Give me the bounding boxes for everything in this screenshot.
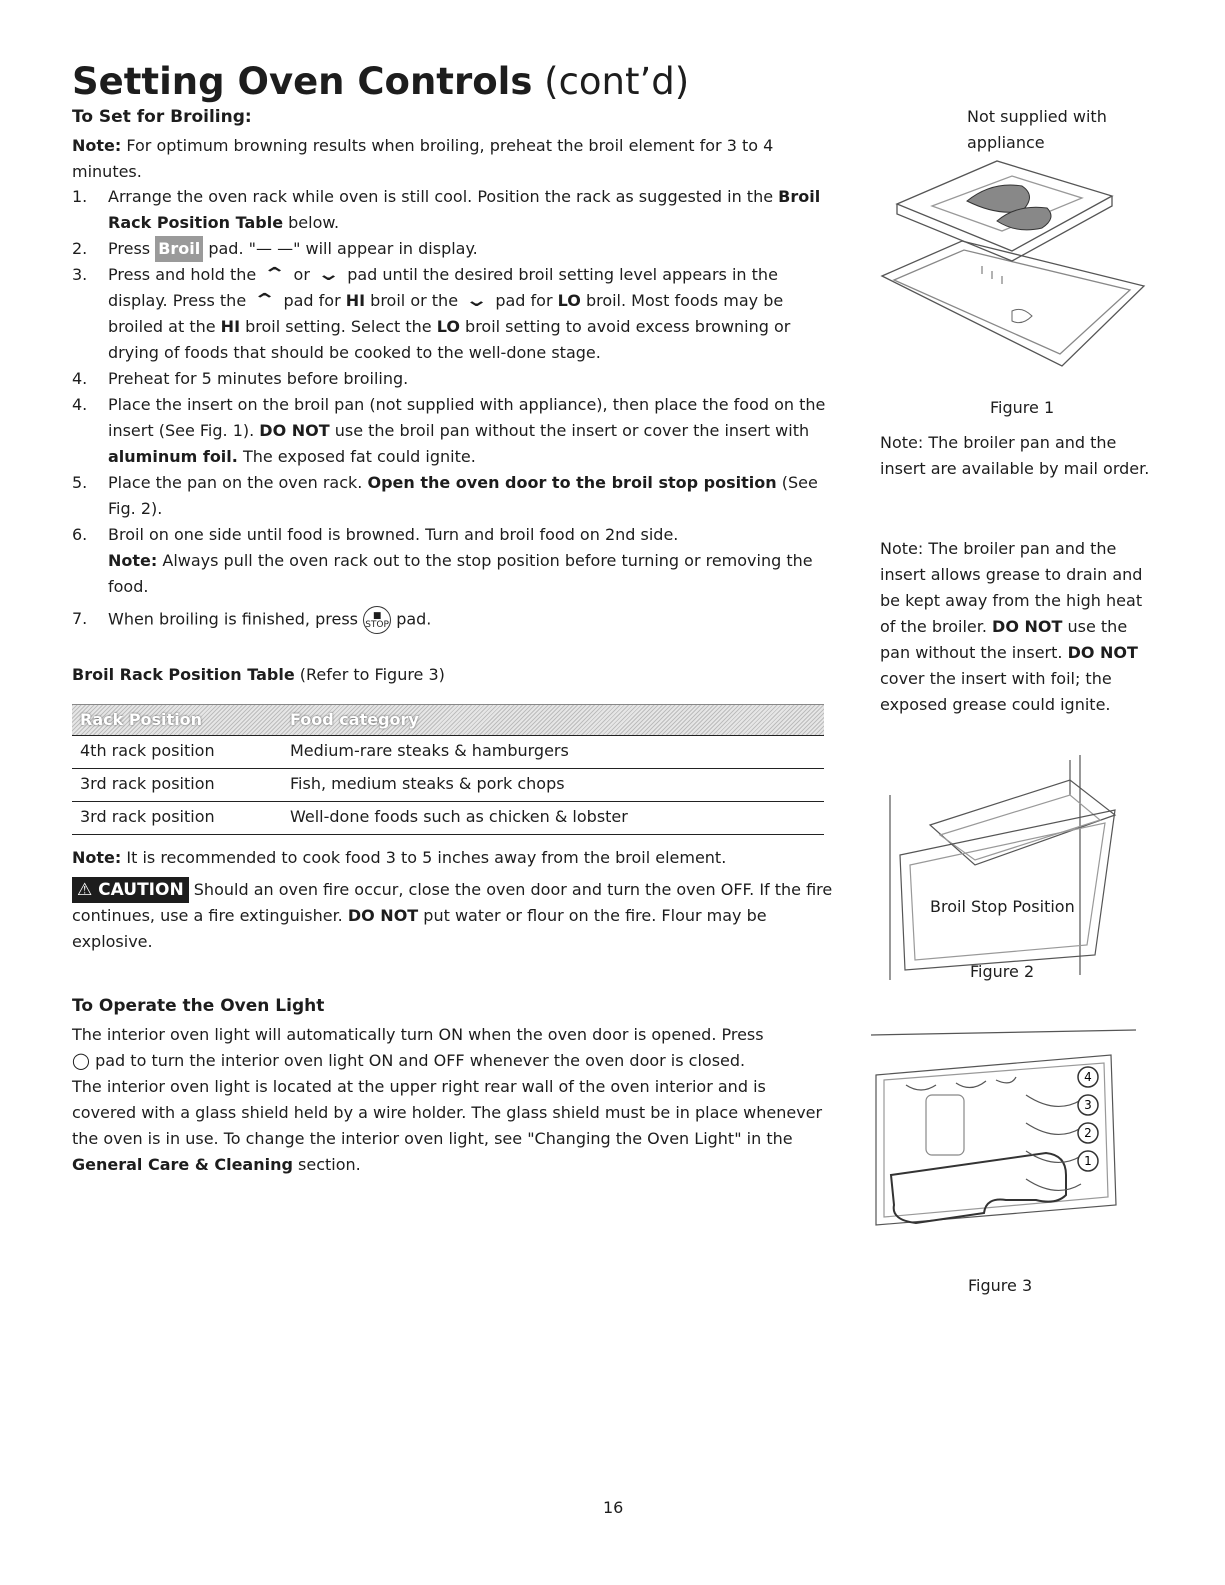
- broil-stop-label: Broil Stop Position: [930, 894, 1075, 920]
- table-cell: 3rd rack position: [80, 774, 215, 793]
- page-number: 16: [603, 1498, 624, 1517]
- table-header-rack: Rack Position: [80, 710, 203, 729]
- table-cell: 3rd rack position: [80, 807, 215, 826]
- oven-light-paragraph: The interior oven light will automatically turn ON when the oven door is opened. Press ◯ pad to turn the interior oven light ON and OFF whenever the oven door is closed. The interior oven light is located at the upper right rear wall of the oven interior and is covered with a glass shield held by a wire holder. The glass shield must be in place whenever the oven is in use. To change the interior oven light, see "Changing the Oven Light" in the General Care & Cleaning section.: [72, 1025, 823, 1174]
- step-2: 2. Press Broil pad. "— —" will appear in display.: [72, 236, 832, 262]
- step-4b: 4. Place the insert on the broil pan (not supplied with appliance), then place the food on the insert (See Fig. 1). DO NOT use the broil pan without the insert or cover the insert with aluminum foil. The exposed fat could ignite.: [72, 395, 826, 466]
- table-cell: Well-done foods such as chicken & lobster: [290, 807, 628, 826]
- table-row: [72, 769, 824, 802]
- figure-1-caption: Figure 1: [990, 398, 1055, 417]
- step-3: 3. Press and hold the ⌃ or ⌄ pad until the desired broil setting level appears in the display. Press the ⌃ pad for HI broil or the ⌄ pad for LO broil. Most foods may be broiled at the HI broil setting. Select the LO broil setting to avoid excess browning or drying of foods that should be cooked to the well-done stage.: [72, 264, 791, 362]
- step-7: 7. When broiling is finished, press ■ STOP pad.: [72, 606, 832, 634]
- broil-pad-icon: Broil: [155, 236, 203, 262]
- figure-2-caption: Figure 2: [970, 962, 1035, 981]
- up-arrow-icon: ⌃: [252, 290, 277, 311]
- grease-note: Note: The broiler pan and the insert allows grease to drain and be kept away from the high heat of the broiler. DO NOT use the pan without the insert. DO NOT cover the insert with foil; the exposed grease could ignite.: [880, 539, 1143, 714]
- not-supplied-label-2: appliance: [967, 133, 1045, 152]
- table-row: [72, 802, 824, 835]
- step-5: 5. Place the pan on the oven rack. Open the oven door to the broil stop position (See Fig. 2).: [72, 473, 818, 518]
- rack-number-1: 1: [1084, 1154, 1092, 1168]
- step-1: 1. Arrange the oven rack while oven is still cool. Position the rack as suggested in the Broil Rack Position Table below.: [72, 187, 821, 232]
- table-cell: 4th rack position: [80, 741, 215, 760]
- down-arrow-icon: ⌄: [464, 290, 489, 311]
- broiler-pan-illustration: [872, 156, 1152, 386]
- table-row: [72, 736, 824, 769]
- broil-stop-illustration: [880, 755, 1135, 980]
- table-cell: Fish, medium steaks & pork chops: [290, 774, 565, 793]
- element-distance-note: Note: It is recommended to cook food 3 to 5 inches away from the broil element.: [72, 848, 727, 867]
- page-title: Setting Oven Controls (cont’d): [72, 60, 690, 103]
- table-cell: Medium-rare steaks & hamburgers: [290, 741, 569, 760]
- oven-light-heading: To Operate the Oven Light: [72, 996, 325, 1016]
- rack-number-2: 2: [1084, 1126, 1092, 1140]
- broiling-heading: To Set for Broiling:: [72, 107, 252, 127]
- not-supplied-label-1: Not supplied with: [967, 107, 1107, 126]
- step-6: 6. Broil on one side until food is browned. Turn and broil food on 2nd side. Note: Always pull the oven rack out to the stop position before turning or removing the food.: [72, 525, 813, 596]
- mail-order-note: Note: The broiler pan and the insert are available by mail order.: [880, 433, 1150, 478]
- broil-rack-table: [72, 704, 824, 835]
- up-arrow-icon: ⌃: [262, 264, 287, 285]
- caution-paragraph: ⚠ CAUTION Should an oven fire occur, close the oven door and turn the oven OFF. If the fire continues, use a fire extinguisher. DO NOT put water or flour on the fire. Flour may be explosive.: [72, 877, 834, 955]
- rack-number-3: 3: [1084, 1098, 1092, 1112]
- table-caption: Broil Rack Position Table (Refer to Figure 3): [72, 665, 445, 684]
- figure-3-caption: Figure 3: [968, 1276, 1033, 1295]
- table-header-food: Food category: [290, 710, 419, 729]
- table-header: [72, 704, 824, 736]
- down-arrow-icon: ⌄: [316, 264, 341, 285]
- step-4a: 4. Preheat for 5 minutes before broiling.: [72, 369, 409, 388]
- light-pad-icon: ◯: [72, 1051, 90, 1070]
- caution-badge: ⚠ CAUTION: [72, 877, 189, 903]
- oven-interior-illustration: [866, 1025, 1141, 1265]
- stop-pad-icon: ■ STOP: [363, 606, 391, 634]
- broiling-steps: [72, 184, 832, 634]
- rack-number-4: 4: [1084, 1070, 1092, 1084]
- broiling-note: Note: For optimum browning results when broiling, preheat the broil element for 3 to 4 minutes.: [72, 136, 774, 181]
